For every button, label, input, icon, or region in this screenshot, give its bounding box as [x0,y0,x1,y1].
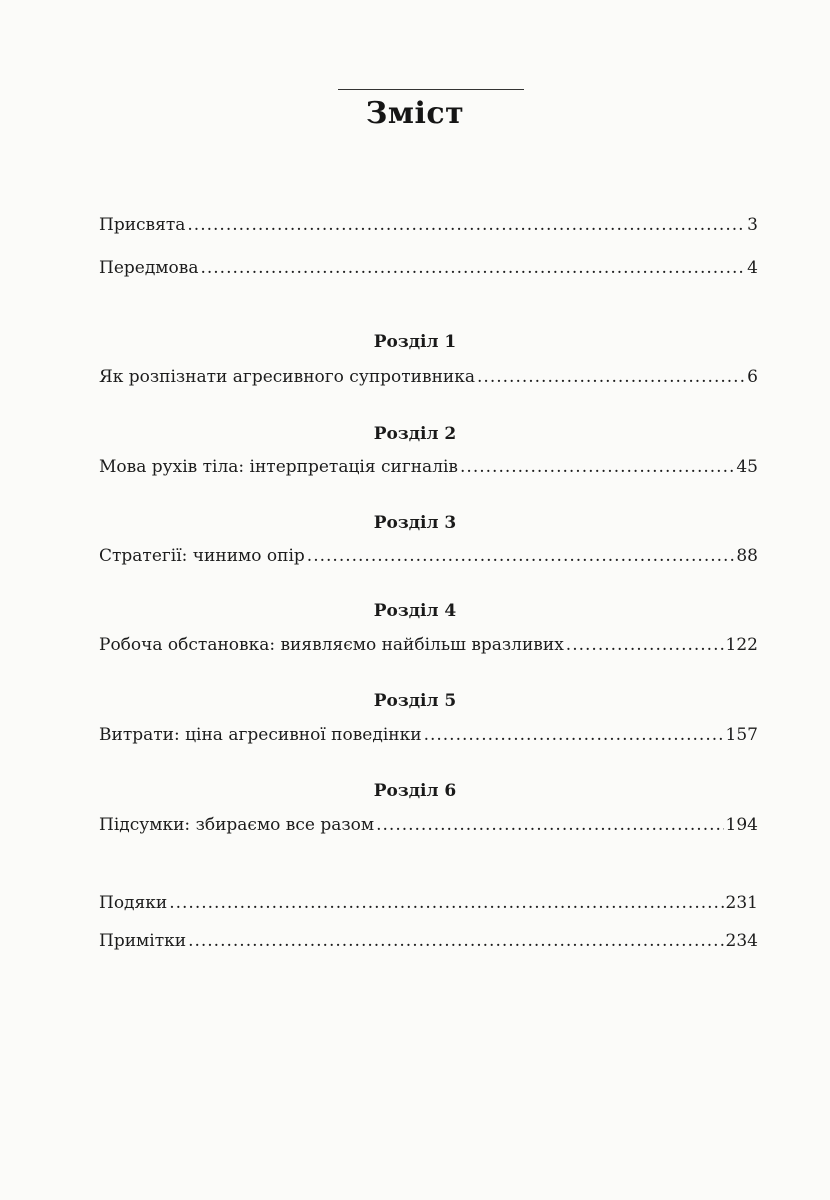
toc-entry-label: Примітки [99,931,187,951]
toc-entry-page: 4 [747,258,758,278]
toc-entry-label: Передмова [99,258,199,278]
toc-entry-chapter-2 [99,456,758,478]
toc-entry-label: Мова рухів тіла: інтерпретація сигналів [99,457,459,477]
dot-leader [188,930,723,952]
toc-entry-label: Стратегії: чинимо опір [99,546,305,566]
toc-entry-chapter-1 [99,366,758,388]
dot-leader [376,814,723,836]
toc-entry-page: 45 [736,457,758,477]
toc-entry-chapter-4 [99,634,758,656]
toc-entry-label: Робоча обстановка: виявляємо найбільш вразливих [99,635,564,655]
chapter-heading-6: Розділ 6 [373,781,457,801]
chapter-heading-3: Розділ 3 [373,513,457,533]
dot-leader [460,456,734,478]
toc-entry-label: Витрати: ціна агресивної поведінки [99,725,422,745]
top-rule [338,89,524,90]
toc-entry-foreword [99,257,758,279]
toc-entry-chapter-3 [99,545,758,567]
toc-entry-notes [99,930,758,952]
dot-leader [566,634,724,656]
dot-leader [200,257,745,279]
page-title: Зміст [365,96,465,131]
toc-entry-page: 231 [725,893,758,913]
dot-leader [169,892,723,914]
toc-entry-page: 3 [747,215,758,235]
dot-leader [477,366,745,388]
toc-entry-label: Як розпізнати агресивного супротивника [99,367,476,387]
toc-entry-page: 122 [725,635,758,655]
chapter-heading-5: Розділ 5 [373,691,457,711]
toc-entry-page: 88 [736,546,758,566]
toc-entry-page: 194 [725,815,758,835]
chapter-heading-2: Розділ 2 [373,424,457,444]
toc-entry-page: 234 [725,931,758,951]
toc-entry-page: 6 [747,367,758,387]
dot-leader [424,724,724,746]
dot-leader [307,545,735,567]
toc-entry-label: Підсумки: збираємо все разом [99,815,375,835]
dot-leader [187,214,745,236]
toc-entry-label: Подяки [99,893,168,913]
toc-entry-acknowledgements [99,892,758,914]
chapter-heading-1: Розділ 1 [373,332,457,352]
toc-entry-dedication [99,214,758,236]
toc-entry-chapter-5 [99,724,758,746]
toc-entry-page: 157 [725,725,758,745]
chapter-heading-4: Розділ 4 [373,601,457,621]
toc-entry-chapter-6 [99,814,758,836]
toc-entry-label: Присвята [99,215,186,235]
